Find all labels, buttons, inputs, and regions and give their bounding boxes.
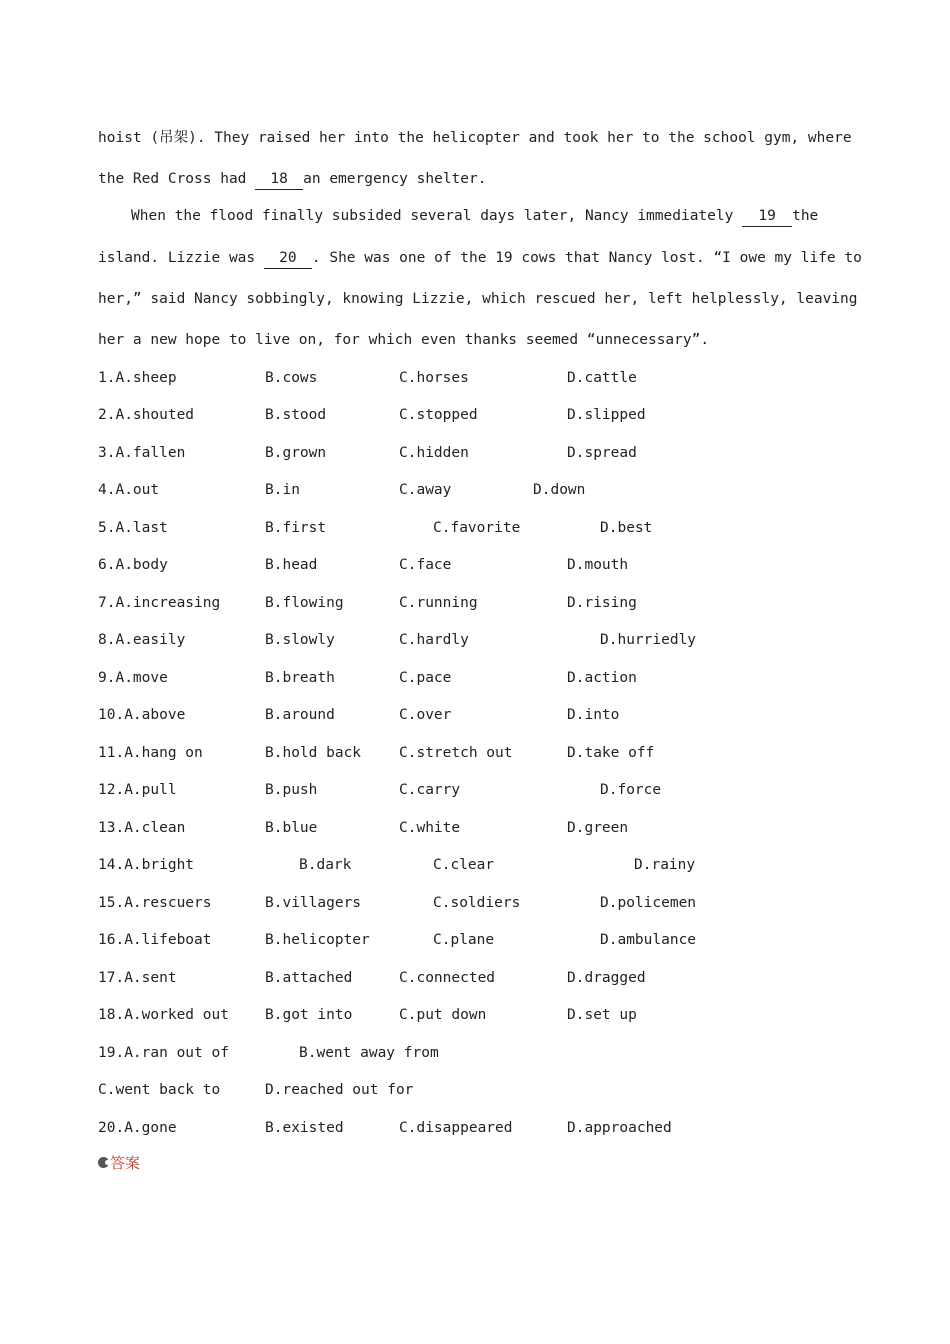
question-row [0,780,950,800]
option-d: D.reached out for [265,1082,414,1098]
option-a: 4.A.out [98,482,160,498]
passage-text: an emergency shelter. [303,171,487,187]
option-b: B.in [265,482,300,498]
option-d: D.slipped [567,407,646,423]
option-b: B.breath [265,670,335,686]
option-b: B.slowly [265,632,335,648]
question-row [0,1005,950,1025]
passage-line-2 [98,169,486,190]
option-b: B.got into [265,1007,353,1023]
option-d: D.approached [567,1120,672,1136]
option-d: D.rising [567,595,637,611]
option-d: D.mouth [567,557,629,573]
option-a: 1.A.sheep [98,370,177,386]
question-row [0,893,950,913]
option-d: D.spread [567,445,637,461]
option-c: C.hardly [399,632,469,648]
option-a: 10.A.above [98,707,186,723]
option-a: 18.A.worked out [98,1007,229,1023]
question-row [0,668,950,688]
option-a: 5.A.last [98,520,168,536]
passage-text: island. Lizzie was [98,250,264,266]
answer-link[interactable] [98,1152,140,1173]
option-c: C.plane [433,932,495,948]
option-b: B.dark [299,857,352,873]
option-b: B.grown [265,445,327,461]
option-c: C.connected [399,970,496,986]
question-row [0,630,950,650]
option-d: D.force [600,782,662,798]
option-b: B.around [265,707,335,723]
blank-19: 19 [742,206,792,227]
question-row [0,855,950,875]
blank-18: 18 [255,169,303,190]
option-c: C.over [399,707,452,723]
option-c: C.running [399,595,478,611]
option-c: C.hidden [399,445,469,461]
option-d: D.rainy [634,857,696,873]
option-c: C.favorite [433,520,521,536]
passage-text: the [792,208,819,224]
option-b: B.flowing [265,595,344,611]
question-row [0,705,950,725]
question-row [0,555,950,575]
option-c: C.soldiers [433,895,521,911]
option-a: 7.A.increasing [98,595,221,611]
option-c: C.went back to [98,1082,221,1098]
option-b: B.blue [265,820,318,836]
question-row [0,443,950,463]
blank-20: 20 [264,248,312,269]
option-c: C.carry [399,782,461,798]
option-c: C.disappeared [399,1120,513,1136]
option-a: 6.A.body [98,557,168,573]
passage-text: When the flood finally subsided several days later, Nancy immediately [131,208,743,224]
option-c: C.white [399,820,461,836]
option-d: D.hurriedly [600,632,697,648]
option-b: B.cows [265,370,318,386]
question-row [0,930,950,950]
option-b: B.attached [265,970,353,986]
question-row [0,1080,950,1100]
option-d: D.cattle [567,370,637,386]
option-c: C.clear [433,857,495,873]
option-b: B.helicopter [265,932,370,948]
answer-icon [98,1157,109,1168]
option-b: B.hold back [265,745,362,761]
passage-line-4 [98,248,862,269]
option-d: D.action [567,670,637,686]
option-a: 14.A.bright [98,857,195,873]
question-row [0,518,950,538]
option-b: B.existed [265,1120,344,1136]
option-d: D.down [533,482,586,498]
passage-line-6: her a new hope to live on, for which even thanks seemed “unnecessary”. [98,332,710,348]
option-d: D.take off [567,745,655,761]
option-a: 11.A.hang on [98,745,203,761]
option-c: C.put down [399,1007,487,1023]
question-row [0,1118,950,1138]
option-c: C.away [399,482,452,498]
passage-line-1: hoist (吊架). They raised her into the helicopter and took her to the school gym, where [98,130,852,146]
question-row [0,1043,950,1063]
option-b: B.stood [265,407,327,423]
passage-text: . She was one of the 19 cows that Nancy lost. “I owe my life to [311,250,862,266]
option-a: 9.A.move [98,670,168,686]
question-row [0,968,950,988]
option-b: B.first [265,520,327,536]
option-b: B.villagers [265,895,362,911]
option-a: 13.A.clean [98,820,186,836]
option-a: 17.A.sent [98,970,177,986]
question-row [0,593,950,613]
option-b: B.went away from [299,1045,439,1061]
option-c: C.face [399,557,452,573]
option-a: 16.A.lifeboat [98,932,212,948]
question-row [0,743,950,763]
option-d: D.ambulance [600,932,697,948]
question-row [0,480,950,500]
option-a: 15.A.rescuers [98,895,212,911]
question-row [0,818,950,838]
question-row [0,405,950,425]
option-d: D.set up [567,1007,637,1023]
option-a: 12.A.pull [98,782,177,798]
option-c: C.pace [399,670,452,686]
option-b: B.push [265,782,318,798]
passage-text: the Red Cross had [98,171,256,187]
option-a: 19.A.ran out of [98,1045,229,1061]
option-d: D.green [567,820,629,836]
option-c: C.horses [399,370,469,386]
option-a: 3.A.fallen [98,445,186,461]
passage-line-5: her,” said Nancy sobbingly, knowing Lizzie, which rescued her, left helplessly, leaving [98,291,858,307]
option-c: C.stopped [399,407,478,423]
answer-label[interactable]: 答案 [110,1154,141,1172]
option-d: D.policemen [600,895,697,911]
option-b: B.head [265,557,318,573]
option-d: D.dragged [567,970,646,986]
option-a: 20.A.gone [98,1120,177,1136]
option-d: D.best [600,520,653,536]
option-c: C.stretch out [399,745,513,761]
option-a: 8.A.easily [98,632,186,648]
passage-line-3 [131,206,818,227]
question-row [0,368,950,388]
option-a: 2.A.shouted [98,407,195,423]
option-d: D.into [567,707,620,723]
